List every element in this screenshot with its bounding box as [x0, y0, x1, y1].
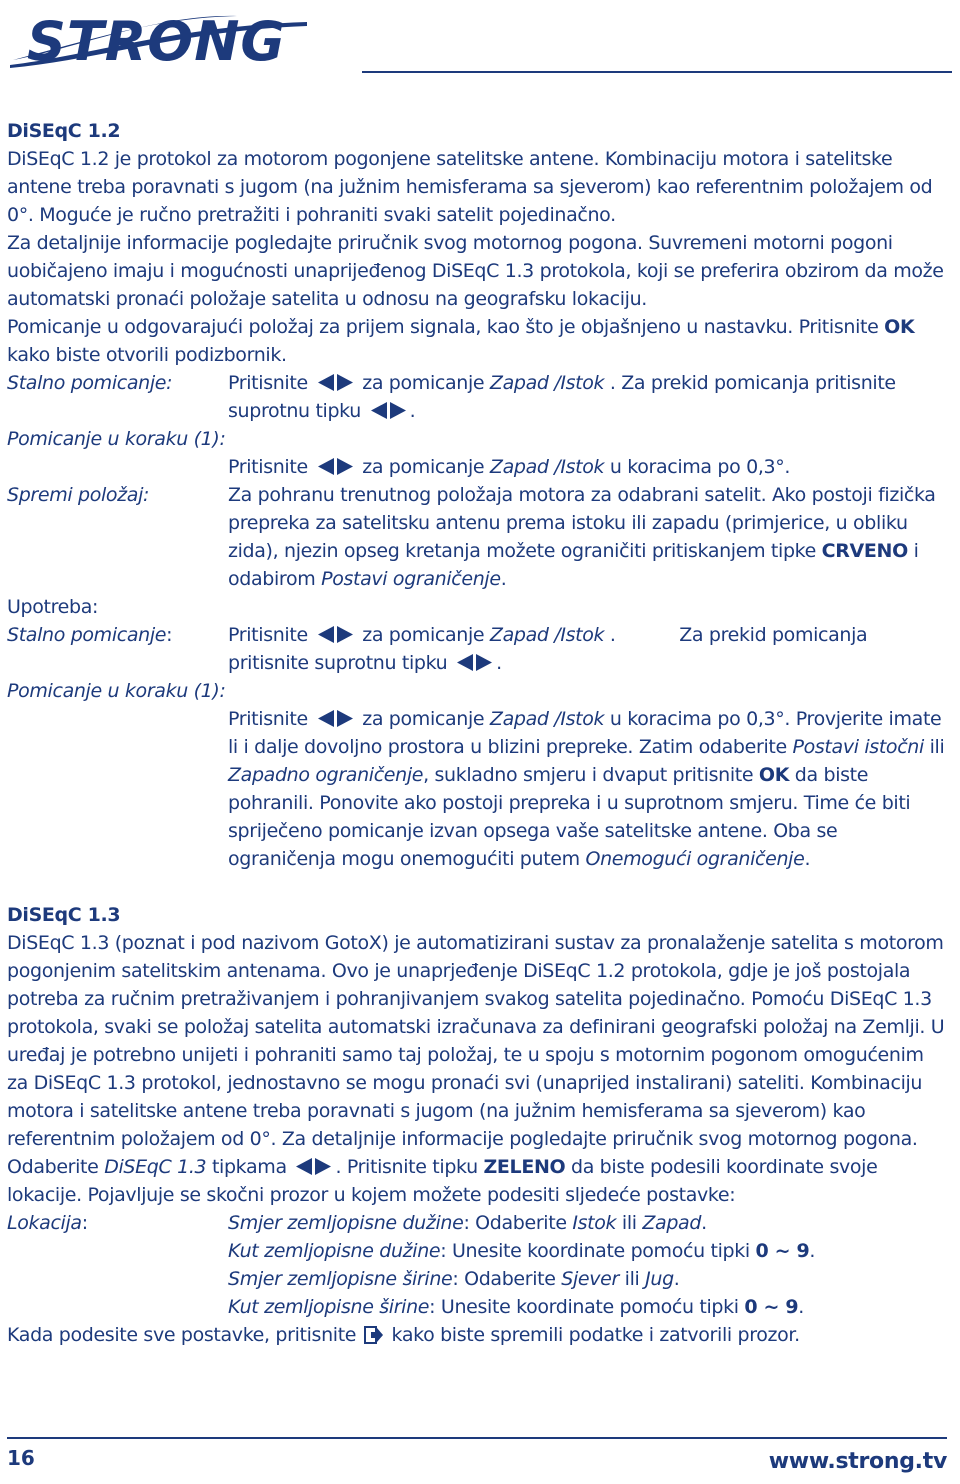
def-label: Stalno pomicanje:	[7, 372, 173, 394]
left-right-arrow-icon	[318, 710, 353, 727]
paragraph: DiSEqC 1.3 (poznat i pod nazivom GotoX) je automatizirani sustav za pronalaženje satelita s motorom pogonjenim satelitskim antenama. Ovo je unaprjeđenje DiSEqC 1.2 protokola, gdje je još postojala potreba za ručnim pretraživanjem i pohranjivanjem svakog satelita pojedinačno. Pomoću DiSEqC 1.3 protokola, svaki se položaj satelita automatski izračunava za definirani geografski položaj na Zemlji. U uređaj je potrebno unijeti i pohraniti samo taj položaj, te u spoju s motornim pogonom omogućenim za DiSEqC 1.3 protokol, jednostavno se mogu pronaći svi (unaprijed instalirani) sateliti. Kombinaciju motora i satelitske antene treba poravnati s jugom (na južnim hemisferama sa sjeverom) kao referentnim položajem od 0°. Za detaljnije informacije pogledajte priručnik svog motornog pogona. Odaberite DiSEqC 1.3 tipkama . Pritisnite tipku ZELENO da biste podesili koordinate svoje lokacije. Pojavljuje se skočni prozor u kojem možete podesiti sljedeće postavke:	[7, 932, 945, 1206]
def-value: Smjer zemljopisne dužine: Odaberite Istok ili Zapad.	[228, 1212, 707, 1234]
left-right-arrow-icon	[318, 374, 353, 391]
def-label: Pomicanje u koraku (1):	[7, 680, 226, 702]
def-label: Pomicanje u koraku (1):	[7, 428, 226, 450]
def-value: Kut zemljopisne dužine: Unesite koordinate pomoću tipki 0 ~ 9.	[228, 1240, 816, 1262]
def-value: Kut zemljopisne širine: Unesite koordinate pomoću tipki 0 ~ 9.	[228, 1296, 804, 1318]
svg-text:STRONG: STRONG	[27, 10, 286, 68]
def-row	[7, 453, 947, 481]
def-value: Smjer zemljopisne širine: Odaberite Sjever ili Jug.	[228, 1268, 680, 1290]
def-value: Pritisnite za pomicanje Zapad /Istok . Za prekid pomicanja pritisnite suprotnu tipku .	[228, 624, 868, 674]
def-row	[7, 1293, 947, 1321]
header-rule	[362, 71, 952, 73]
section-title-diseqc13: DiSEqC 1.3	[7, 904, 121, 926]
content	[7, 117, 947, 1349]
def-row	[7, 369, 947, 425]
def-value: Pritisnite za pomicanje Zapad /Istok u koracima po 0,3°. Provjerite imate li i dalje dovoljno prostora u blizini prepreke. Zatim odaberite Postavi istočni ili Zapadno ograničenje, sukladno smjeru i dvaput pritisnite OK da biste pohranili. Ponovite ako postoji prepreka i u suprotnom smjeru. Time će biti spriječeno pomicanje izvan opsega vaše satelitske antene. Oba se ograničenja mogu onemogućiti putem Onemogući ograničenje.	[228, 708, 945, 870]
left-right-arrow-icon	[296, 1158, 331, 1175]
left-right-arrow-icon	[457, 654, 492, 671]
section-title-diseqc12: DiSEqC 1.2	[7, 120, 121, 142]
def-label: Spremi položaj:	[7, 484, 150, 506]
def-row	[7, 705, 947, 873]
paragraph: Za detaljnije informacije pogledajte priručnik svog motornog pogona. Suvremeni motorni pogoni uobičajeno imaju i mogućnosti unaprijeđenog DiSEqC 1.3 protokola, koji se preferira obzirom da može automatski pronaći položaje satelita u odnosu na geografsku lokaciju.	[7, 232, 944, 310]
def-value: Pritisnite za pomicanje Zapad /Istok . Za prekid pomicanja pritisnite suprotnu tipku .	[228, 372, 896, 422]
footer-rule	[7, 1437, 947, 1439]
website-link[interactable]: www.strong.tv	[768, 1449, 947, 1474]
def-row	[7, 1209, 947, 1237]
def-value: Pritisnite za pomicanje Zapad /Istok u koracima po 0,3°.	[228, 456, 791, 478]
def-row	[7, 1265, 947, 1293]
strong-logo	[7, 8, 312, 68]
left-right-arrow-icon	[318, 458, 353, 475]
page-number: 16	[7, 1446, 35, 1470]
left-right-arrow-icon	[318, 626, 353, 643]
def-label: Lokacija:	[7, 1212, 88, 1234]
def-value: Za pohranu trenutnog položaja motora za odabrani satelit. Ako postoji fizička prepreka za satelitsku antenu prema istoku ili zapadu (primjerice, u obliku zida), njezin opseg kretanja možete ograničiti pritiskanjem tipke CRVENO i odabirom Postavi ograničenje.	[228, 484, 936, 590]
manual-page	[7, 0, 947, 1484]
left-right-arrow-icon	[371, 402, 406, 419]
paragraph: DiSEqC 1.2 je protokol za motorom pogonjene satelitske antene. Kombinaciju motora i satelitske antene treba poravnati s jugom (na južnim hemisferama sa sjeverom) kao referentnim položajem od 0°. Moguće je ručno pretražiti i pohraniti svaki satelit pojedinačno.	[7, 148, 933, 226]
def-row	[7, 621, 947, 677]
paragraph: Kada podesite sve postavke, pritisnite kako biste spremili podatke i zatvorili prozor.	[7, 1324, 800, 1346]
usage-heading: Upotreba:	[7, 596, 99, 618]
exit-icon	[364, 1326, 384, 1344]
def-row	[7, 481, 947, 593]
def-row	[7, 1237, 947, 1265]
def-label: Stalno pomicanje:	[7, 624, 173, 646]
paragraph: Pomicanje u odgovarajući položaj za prijem signala, kao što je objašnjeno u nastavku. Pritisnite OK kako biste otvorili podizbornik.	[7, 316, 915, 366]
